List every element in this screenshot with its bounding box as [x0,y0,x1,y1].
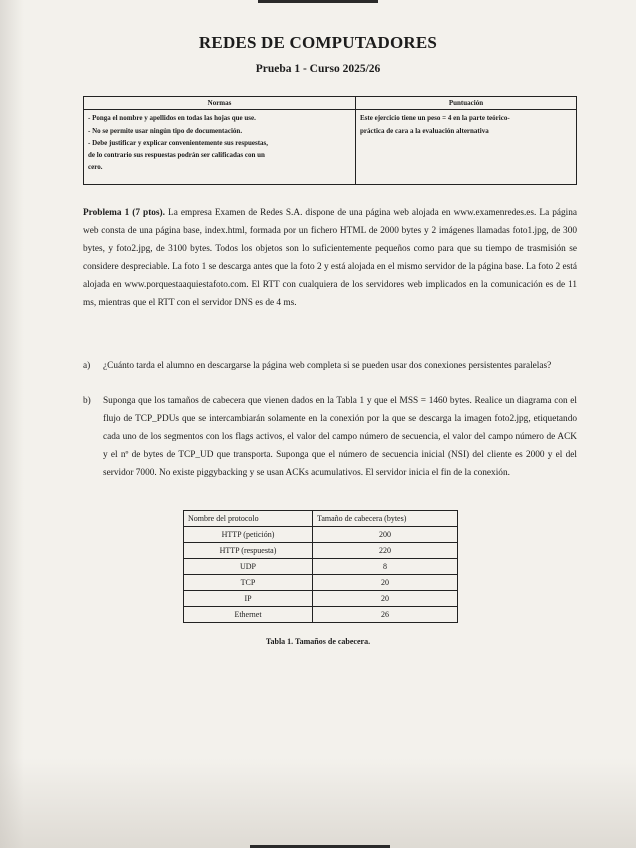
protocol-name: TCP [184,575,313,591]
page-shadow-left [0,0,24,848]
problem-label: Problema 1 (7 ptos). [83,208,165,218]
question-label: a) [83,361,91,371]
exam-subtitle: Prueba 1 - Curso 2025/26 [255,63,381,75]
header-size: 26 [313,607,458,623]
rule-line: - Debe justificar y explicar convenientemente sus respuestas, [88,138,269,147]
question-text: ¿Cuánto tarda el alumno en descargarse la página web completa si se pueden usar dos conexiones persistentes paralelas? [103,361,552,371]
problem-statement [83,204,577,312]
table-row [184,575,458,591]
protocol-name: IP [184,591,313,607]
protocol-name: HTTP (respuesta) [184,543,313,559]
question-label: b) [83,396,91,406]
problem-text: La empresa Examen de Redes S.A. dispone de una página web alojada en www.examenredes.es. La página web consta de una página base, index.html, formada por un fichero HTML de 2000 bytes y 2 imágenes llamadas foto1.jpg, de 300 bytes, y foto2.jpg, de 3100 bytes. Todos los objetos son lo suficientemente pequeños como para que su tiempo de trasmisión se considere despreciable. La foto 1 se descarga antes que la foto 2 y está alojada en el mismo servidor de la página base. La foto 2 está alojada en www.porquestaaquiestafoto.com. El RTT con cualquiera de los servidores web implicados en la comunicación es de 11 ms, mientras que el RTT con el servidor DNS es de 4 ms. [83,208,578,308]
rules-header: Normas [84,97,356,110]
question-b [83,392,577,482]
rule-line: - No se permite usar ningún tipo de documentación. [88,126,243,135]
table-row [184,559,458,575]
table-row [184,607,458,623]
header-size: 8 [313,559,458,575]
rules-cell [84,110,356,185]
rule-line: - Ponga el nombre y apellidos en todas las hojas que use. [88,114,256,123]
page-shadow-bottom [0,758,636,848]
page-edge-mark-top [258,0,378,3]
table-row [184,591,458,607]
header-size: 20 [313,575,458,591]
protocol-name: UDP [184,559,313,575]
rule-line: de lo contrario sus respuestas podrán ser calificadas con un [88,151,265,159]
header-size: 200 [313,527,458,543]
header-size: 20 [313,591,458,607]
scoring-line: Este ejercicio tiene un peso = 4 en la parte teórico- [360,114,510,123]
scoring-cell [356,110,577,185]
header-sizes-col-size: Tamaño de cabecera (bytes) [313,511,458,527]
scoring-header: Puntuación [356,97,577,110]
header-sizes-table [183,510,458,623]
question-text: Suponga que los tamaños de cabecera que vienen dados en la Tabla 1 y que el MSS = 1460 bytes. Realice un diagrama con el flujo de TCP_PDUs que se intercambiarán solamente en la conexión por la que se descarga la imagen foto2.jpg, etiquetando cada uno de los segmentos con los flags activos, el valor del campo número de secuencia, el valor del campo número de ACK y el nº de bytes de TCP_UD que transporta. Suponga que el número de secuencia inicial (NSI) del cliente es 2000 y el del servidor 7000. No existe piggybacking y se usan ACKs acumulativos. El servidor inicia el fin de la conexión. [103,396,577,478]
table-row [184,527,458,543]
question-a [83,357,577,375]
protocol-name: HTTP (petición) [184,527,313,543]
header-size: 220 [313,543,458,559]
rule-line: cero. [88,163,103,172]
scoring-line: práctica de cara a la evaluación alternativa [360,126,489,135]
exam-title: REDES DE COMPUTADORES [198,33,438,52]
protocol-name: Ethernet [184,607,313,623]
rules-table [83,96,577,185]
header-sizes-col-protocol: Nombre del protocolo [184,511,313,527]
table-row [184,543,458,559]
table-caption: Tabla 1. Tamaños de cabecera. [265,637,371,646]
